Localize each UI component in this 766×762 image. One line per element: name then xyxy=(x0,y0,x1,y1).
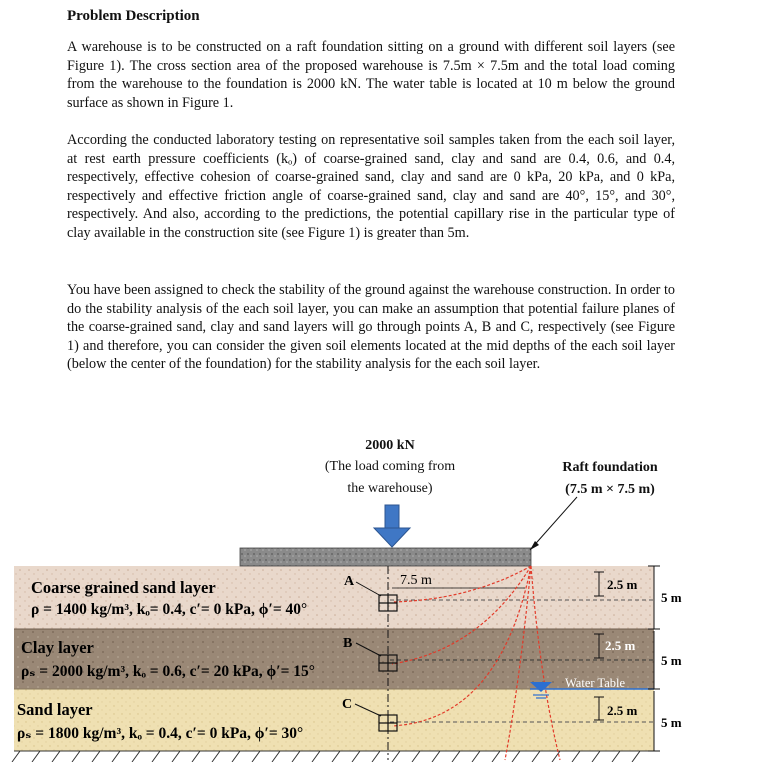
paragraph-1: A warehouse is to be constructed on a raft foundation sitting on a ground with different soil layers (see Figure 1). The cross section area of the proposed warehouse is 7.5m × 7.5m and the total load coming from the warehouse to the foundation is 2000 kN. The water table is located at 10 m below the ground surface as shown in Figure 1. xyxy=(67,39,675,111)
layer-2-name: Clay layer xyxy=(21,638,94,657)
layer-1-props: ρ = 1400 kg/m³, kₒ= 0.4, c′= 0 kPa, ϕ′= 40° xyxy=(31,601,308,618)
load-desc-line2: the warehouse) xyxy=(347,481,433,496)
layer-coarse-sand xyxy=(14,566,654,629)
page-title: Problem Description xyxy=(67,8,200,24)
load-value: 2000 kN xyxy=(365,438,415,453)
raft-dims: (7.5 m × 7.5 m) xyxy=(565,482,655,497)
layer-2-props: ρₛ = 2000 kg/m³, kₒ = 0.6, c′= 20 kPa, ϕ′= 15° xyxy=(21,663,315,680)
water-table-label: Water Table xyxy=(565,676,626,690)
raft-foundation xyxy=(240,548,531,566)
point-c-label: C xyxy=(342,697,353,712)
layer-clay xyxy=(14,629,654,689)
layer-3-name: Sand layer xyxy=(17,700,93,719)
layer-thickness-1: 5 m xyxy=(661,590,682,605)
load-desc-line1: (The load coming from xyxy=(324,459,456,474)
half-depth-1: 2.5 m xyxy=(607,577,638,592)
layer-thickness-2: 5 m xyxy=(661,653,682,668)
point-a-label: A xyxy=(344,574,355,589)
paragraph-3: You have been assigned to check the stability of the ground against the warehouse construction. In order to do the stability analysis of the each soil layer, you can make an assumption that potential failure planes of the coarse-grained sand, clay and sand layers will go through points A, B and C, respectively (see Figure 1) and therefore, you can consider the given soil elements located at the mid depths of the each soil layer (below the center of the foundation) for the stability analysis for the each soil layer. xyxy=(67,282,675,373)
half-depth-3: 2.5 m xyxy=(607,703,638,718)
layer-thickness-3: 5 m xyxy=(661,715,682,730)
width-label: 7.5 m xyxy=(400,573,432,588)
point-b-label: B xyxy=(343,636,353,651)
raft-title: Raft foundation xyxy=(562,460,658,475)
load-arrow-icon xyxy=(374,505,410,547)
half-depth-2: 2.5 m xyxy=(605,638,636,653)
paragraph-2: According the conducted laboratory testing on representative soil samples taken from the each soil layer, at rest earth pressure coefficients (kₒ) of coarse-grained sand, clay and sand are 0.4, 0.6, and 0.4, respectively, effective cohesion of coarse-grained sand, clay and sand are 0 kPa, 20 kPa, and 0 kPa, respectively and effective friction angle of coarse-grained sand, clay and sand are 40°, 15°, and 30°, respectively. And also, according to the predictions, the potential capillary rise in the particular type of clay available in the construction site (see Figure 1) is greater than 5m. xyxy=(67,132,675,241)
layer-1-name: Coarse grained sand layer xyxy=(31,578,216,597)
layer-3-props: ρₛ = 1800 kg/m³, kₒ = 0.4, c′= 0 kPa, ϕ′= 30° xyxy=(17,725,304,742)
